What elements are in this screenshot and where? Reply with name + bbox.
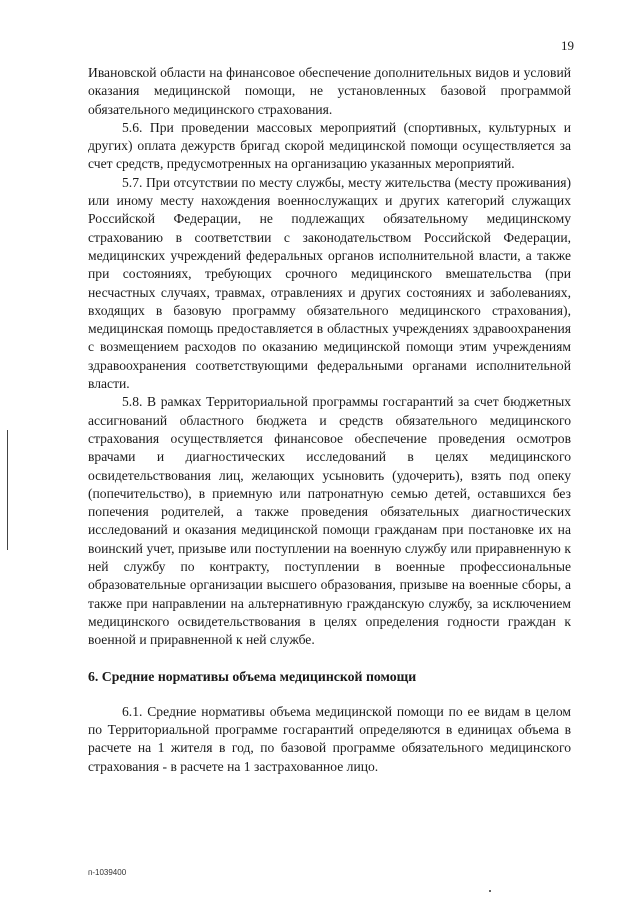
- paragraph-6-1: 6.1. Средние нормативы объема медицинской помощи по ее видам в целом по Территориальной программе госгарантий определяются в единицах объема в расчете на 1 жителя в год, по базовой программе обязательного медицинского страхования - в расчете на 1 застрахованное лицо.: [88, 703, 571, 774]
- document-code: п-1039400: [88, 868, 127, 877]
- paragraph-5-7: 5.7. При отсутствии по месту службы, месту жительства (месту проживания) или иному месту нахождения военнослужащих и других категорий служащих Российской Федерации, не подлежащих обязательному медицинскому страхованию в соответствии с законодательством Российской Федерации, медицинских учреждений федеральных органов исполнительной власти, а также при состояниях, требующих срочного медицинского вмешательства (при несчастных случаях, травмах, отравлениях и других состояниях и заболеваниях, входящих в базовую программу обязательного медицинского страхования), медицинская помощь предоставляется в областных учреждениях здравоохранения с возмещением расходов по оказанию медицинской помощи этим учреждениям здравоохранения соответствующими федеральными органами исполнительной власти.: [88, 174, 571, 392]
- section-6-heading: 6. Средние нормативы объема медицинской помощи: [88, 668, 417, 684]
- margin-mark: [7, 430, 8, 550]
- page-number: 19: [561, 38, 574, 53]
- paragraph-intro: Ивановской области на финансовое обеспечение дополнительных видов и условий оказания медицинской помощи, не установленных базовой программой обязательного медицинского страхования.: [88, 65, 571, 117]
- paragraph-5-6: 5.6. При проведении массовых мероприятий (спортивных, культурных и других) оплата дежурств бригад скорой медицинской помощи осуществляется за счет средств, предусмотренных на организацию указанных мероприятий.: [88, 119, 571, 172]
- document-body: [88, 64, 571, 776]
- paragraph-5-8: 5.8. В рамках Территориальной программы госгарантий за счет бюджетных ассигнований областного бюджета и средств обязательного медицинского страхования осуществляется финансовое обеспечение проведения осмотров врачами и диагностических исследований в целях медицинского освидетельствования лиц, желающих усыновить (удочерить), взять под опеку (попечительство), в приемную или патронатную семью детей, оставшихся без попечения родителей, а также проведения обязательных диагностических исследований и оказания медицинской помощи гражданам при постановке их на воинский учет, призыве или поступлении на военную службу или приравненную к ней службу по контракту, поступлении в военные профессиональные образовательные организации высшего образования, призыве на военные сборы, а также при направлении на альтернативную гражданскую службу, за исключением медицинского освидетельствования в целях определения годности граждан к военной и приравненной к ней службе.: [88, 394, 571, 648]
- scan-speck: [489, 890, 491, 892]
